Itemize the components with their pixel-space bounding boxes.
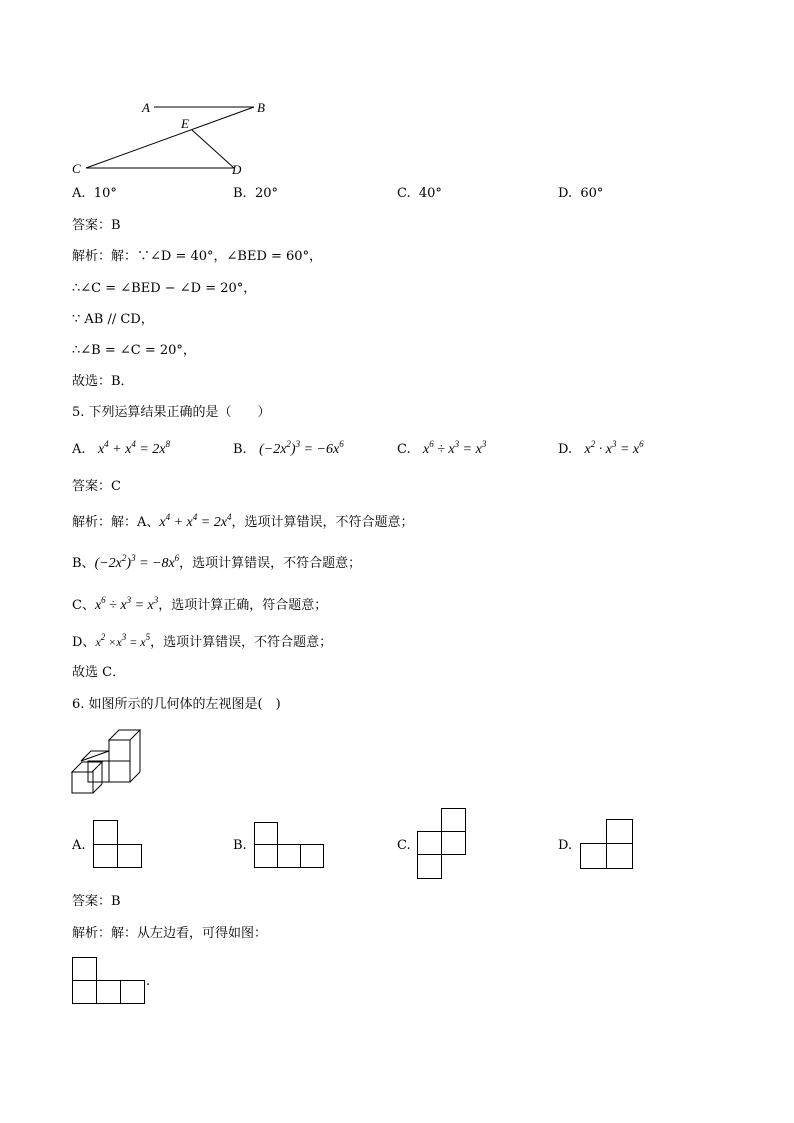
q4-figure [70,98,270,178]
q4-analysis-line-2: ∴∠C = ∠BED − ∠D = 20°， [72,281,257,296]
q6-answer-figure [72,957,152,1007]
q4-analysis-line-5: 故选：B． [72,374,134,389]
q4-option-a: A. 10° [72,186,117,201]
q6-option-d-figure [580,819,640,874]
q5-answer: 答案：C [72,479,121,494]
q5-analysis-a: 解析：解：A、$x^4 + x^4 = 2x^4$，选项计算错误，不符合题意； [72,512,414,530]
q4-analysis-line-4: ∴∠B = ∠C = 20°， [72,343,196,358]
q5-stem: 5. 下列运算结果正确的是（ ） [72,405,271,420]
q5-option-b: B. $(-2x^2)^3 = -6x^6$ [233,439,344,457]
q5-conclusion: 故选 C． [72,665,126,680]
q4-analysis-line-1: 解析：解：∵∠D = 40°，∠BED = 60°， [72,249,323,264]
q6-analysis: 解析：解：从左边看，可得如图： [72,926,268,941]
q5-option-c: C. $x^6 \div x^3 = x^3$ [397,439,487,457]
q6-option-a-label: A. [72,838,86,853]
q5-option-d: D. $x^2 \cdot x^3 = x^6$ [558,439,644,457]
q4-option-c: C. 40° [397,186,442,201]
q4-option-d: D. 60° [558,186,604,201]
label-B: B [257,100,265,115]
q5-analysis-d: D、$x^2 \times x^3 = x^5$，选项计算错误，不符合题意； [72,632,333,650]
label-D: D [232,162,242,177]
q6-stem: 6. 如图所示的几何体的左视图是( ) [72,697,281,712]
q6-option-a-figure [93,820,153,870]
q6-option-c-figure [417,808,472,883]
q4-analysis-line-3: ∵ AB // CD， [72,312,154,327]
q6-option-c-label: C. [397,838,411,853]
q4-option-b: B. 20° [233,186,278,201]
label-C: C [72,161,81,176]
q6-option-b-figure [254,822,329,872]
q6-cube-figure [72,728,152,798]
q5-analysis-b: B、$(-2x^2)^3 = -8x^6$，选项计算错误，不符合题意； [72,553,362,571]
q6-answer: 答案：B [72,894,121,909]
q5-analysis-c: C、$x^6 \div x^3 = x^3$，选项计算正确，符合题意； [72,595,328,613]
q6-option-b-label: B. [233,838,247,853]
q4-answer: 答案：B [72,218,121,233]
label-A: A [142,100,150,115]
q5-option-a: A. $x^4 + x^4 = 2x^8$ [72,439,170,457]
label-E: E [181,116,189,131]
q6-option-d-label: D. [558,838,573,853]
q6-figure-period: . [146,974,151,989]
